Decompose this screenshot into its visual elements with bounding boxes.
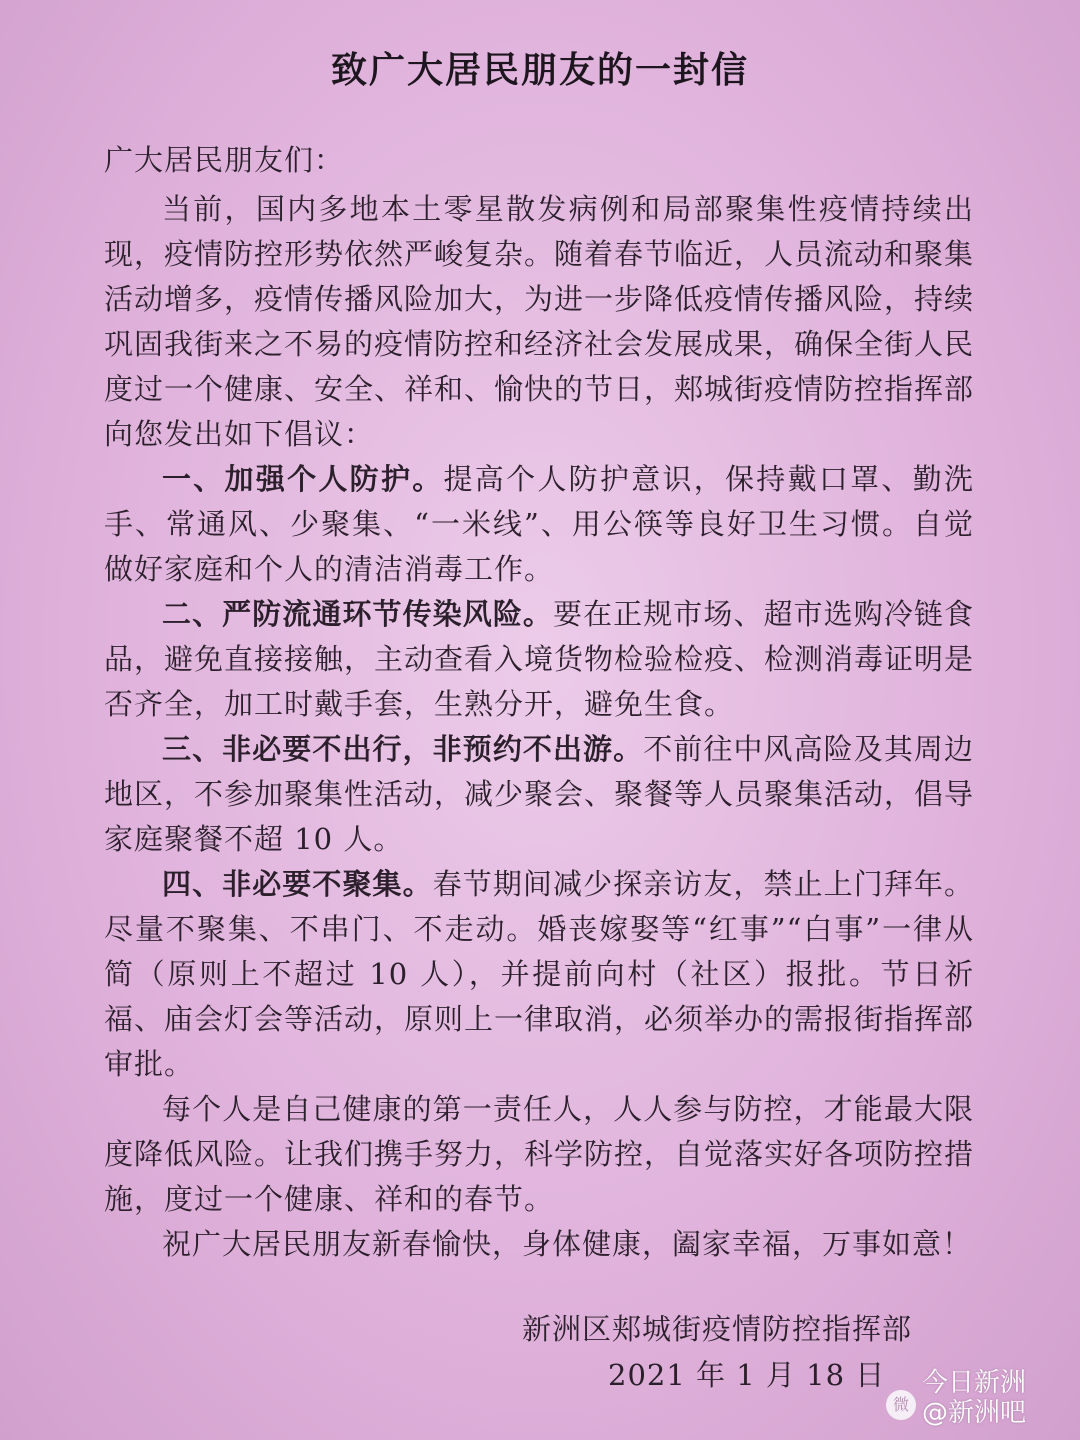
greeting: 广大居民朋友们：: [104, 143, 345, 177]
item-text-2: 要在正规市场、超市选购冷链食品，避免直接接触，主动查看入境货物检验检疫、检测消毒证明是否齐全，加工时戴手套，生熟分开，避免生食。: [104, 597, 975, 721]
item-paragraph-3: [104, 727, 974, 862]
letter-title: 致广大居民朋友的一封信: [330, 50, 749, 91]
item-paragraph-2: [104, 592, 974, 727]
closing-paragraph: 每个人是自己健康的第一责任人，人人参与防控，才能最大限度降低风险。让我们携手努力，科学防控，自觉落实好各项防控措施，度过一个健康、祥和的春节。: [104, 1092, 975, 1216]
signature-org: 新洲区郏城街疫情防控指挥部: [522, 1312, 913, 1346]
item-heading-3: 三、非必要不出行，非预约不出游。: [162, 732, 644, 766]
letter-body: [104, 138, 974, 1267]
item-text-3: 不前往中风高险及其周边地区，不参加聚集性活动，减少聚会、聚餐等人员聚集活动，倡导家庭聚餐不超 10 人。: [104, 732, 975, 856]
item-paragraph-4: [104, 862, 974, 1087]
item-heading-1: 一、加强个人防护。: [162, 462, 444, 496]
watermark-handle: @新洲吧: [922, 1398, 1027, 1428]
signature-date: 2021 年 1 月 18 日: [608, 1358, 886, 1392]
wishes-paragraph: 祝广大居民朋友新春愉快，身体健康，阖家幸福，万事如意！: [162, 1227, 973, 1261]
item-heading-4: 四、非必要不聚集。: [162, 867, 433, 901]
intro-paragraph: 当前，国内多地本土零星散发病例和局部聚集性疫情持续出现，疫情防控形势依然严峻复杂。随着春节临近，人员流动和聚集活动增多，疫情传播风险加大，为进一步降低疫情传播风险，持续巩固我街来之不易的疫情防控和经济社会发展成果，确保全街人民度过一个健康、安全、祥和、愉快的节日，郏城街疫情防控指挥部向您发出如下倡议：: [104, 192, 975, 451]
weibo-logo-icon: 微: [886, 1390, 916, 1420]
watermark-account: 今日新洲: [922, 1368, 1027, 1398]
item-heading-2: 二、严防流通环节传染风险。: [162, 597, 553, 631]
item-text-4: 春节期间减少探亲访友，禁止上门拜年。尽量不聚集、不串门、不走动。婚丧嫁娶等“红事”“白事”一律从简（原则上不超过 10 人），并提前向村（社区）报批。节日祈福、庙会灯会等活动，原则上一律取消，必须举办的需报街指挥部审批。: [104, 867, 975, 1081]
item-paragraph-1: [104, 457, 974, 592]
signature-block: [522, 1306, 912, 1398]
item-text-1: 提高个人防护意识，保持戴口罩、勤洗手、常通风、少聚集、“一米线”、用公筷等良好卫生习惯。自觉做好家庭和个人的清洁消毒工作。: [104, 462, 974, 586]
watermark: [886, 1362, 1046, 1428]
